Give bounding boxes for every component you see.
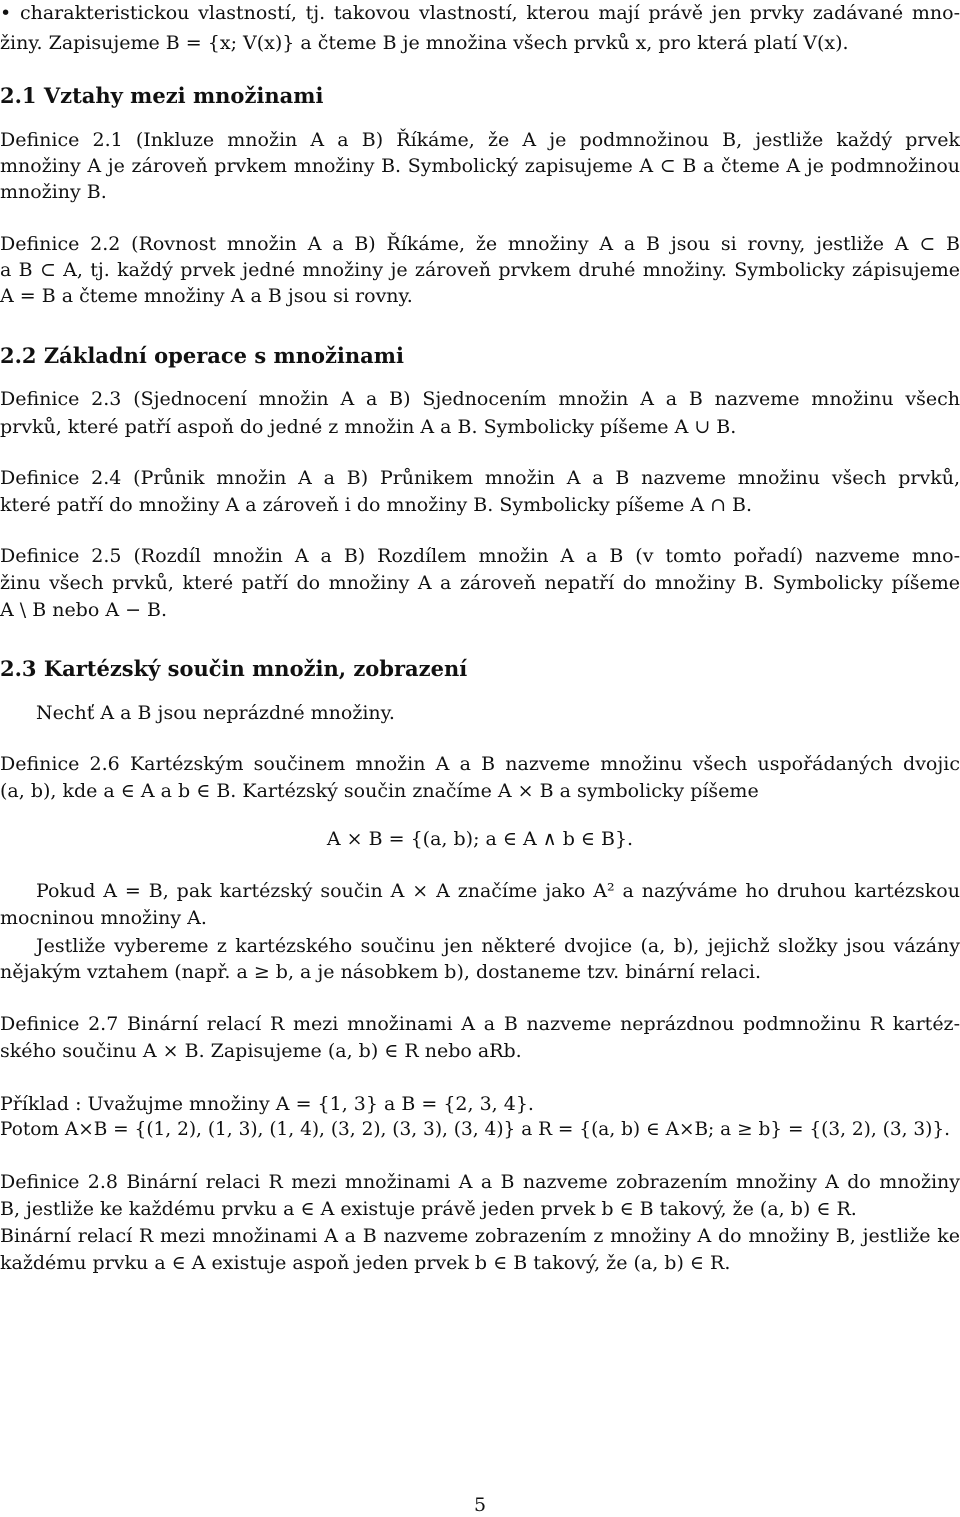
definition-2-2-line-3: A = B a čteme množiny A a B jsou si rovny. [0, 285, 413, 307]
definition-2-8-line-3: Binární relací R mezi množinami A a B nazveme zobrazením z množiny A do množiny B, jestliže ke [0, 1225, 960, 1247]
example-line-2: Potom A×B = {(1, 2), (1, 3), (1, 4), (3, 2), (3, 3), (3, 4)} a R = {(a, b) ∈ A×B; a ≥ b} = {(3, 2), (3, 3)}. [0, 1119, 950, 1140]
definition-2-2-line-1: Definice 2.2 (Rovnost množin A a B) Říkáme, že množiny A a B jsou si rovny, jestliže A ⊂ B [0, 233, 960, 255]
paragraph-square-line-2: mocninou množiny A. [0, 907, 207, 929]
definition-2-7-line-2: ského součinu A × B. Zapisujeme (a, b) ∈ R nebo aRb. [0, 1040, 522, 1062]
definition-2-8-line-1: Definice 2.8 Binární relaci R mezi množinami A a B nazveme zobrazením množiny A do množiny [0, 1171, 960, 1193]
section-heading-2-2: 2.2 Základní operace s množinami [0, 343, 404, 368]
definition-2-4-line-2: které patří do množiny A a zároveň i do množiny B. Symbolicky píšeme A ∩ B. [0, 494, 753, 516]
definition-2-1-line-1: Definice 2.1 (Inkluze množin A a B) Říkáme, že A je podmnožinou B, jestliže každý prvek [0, 129, 960, 151]
section-heading-2-3: 2.3 Kartézský součin množin, zobrazení [0, 656, 468, 681]
definition-2-5-line-3: A \ B nebo A − B. [0, 599, 168, 621]
definition-2-5-line-2: žinu všech prvků, které patří do množiny A a zároveň nepatří do množiny B. Symbolicky píšeme [0, 572, 960, 594]
section-heading-2-1: 2.1 Vztahy mezi množinami [0, 83, 324, 108]
example-line-1: Příklad : Uvažujme množiny A = {1, 3} a B = {2, 3, 4}. [0, 1093, 534, 1115]
definition-2-6-line-2: (a, b), kde a ∈ A a b ∈ B. Kartézský součin značíme A × B a symbolicky píšeme [0, 780, 759, 802]
intro-paragraph: Nechť A a B jsou neprázdné množiny. [36, 702, 395, 724]
paragraph-relation-line-1: Jestliže vybereme z kartézského součinu jen některé dvojice (a, b), jejichž složky jsou vázány [36, 935, 960, 957]
paragraph-relation-line-2: nějakým vztahem (např. a ≥ b, a je násobkem b), dostaneme tzv. binární relaci. [0, 961, 761, 983]
paragraph-square-line-1: Pokud A = B, pak kartézský součin A × A značíme jako A² a nazýváme ho druhou kartézskou [36, 880, 960, 902]
definition-2-6-line-1: Definice 2.6 Kartézským součinem množin A a B nazveme množinu všech uspořádaných dvojic [0, 753, 960, 775]
definition-2-2-line-2: a B ⊂ A, tj. každý prvek jedné množiny je zároveň prvkem druhé množiny. Symbolicky zápisujeme [0, 259, 960, 281]
definition-2-8-line-2: B, jestliže ke každému prvku a ∈ A existuje právě jeden prvek b ∈ B takový, že (a, b) ∈ R. [0, 1198, 857, 1220]
definition-2-3-line-1: Definice 2.3 (Sjednocení množin A a B) Sjednocením množin A a B nazveme množinu všech [0, 388, 960, 410]
definition-2-3-line-2: prvků, které patří aspoň do jedné z množin A a B. Symbolicky píšeme A ∪ B. [0, 416, 737, 438]
bullet-line-2: žiny. Zapisujeme B = {x; V(x)} a čteme B je množina všech prvků x, pro která platí V(x). [0, 32, 849, 54]
definition-2-1-line-2: množiny A je zároveň prvkem množiny B. Symbolický zapisujeme A ⊂ B a čteme A je podmnožinou [0, 155, 960, 177]
page-number: 5 [473, 1494, 487, 1516]
definition-2-1-line-3: množiny B. [0, 181, 107, 203]
display-equation: A × B = {(a, b); a ∈ A ∧ b ∈ B}. [326, 828, 634, 850]
definition-2-8-line-4: každému prvku a ∈ A existuje aspoň jeden prvek b ∈ B takový, že (a, b) ∈ R. [0, 1252, 731, 1274]
definition-2-7-line-1: Definice 2.7 Binární relací R mezi množinami A a B nazveme neprázdnou podmnožinu R kartéz- [0, 1013, 960, 1035]
bullet-line-1: • charakteristickou vlastností, tj. takovou vlastností, kterou mají právě jen prvky zadávané mno- [0, 2, 960, 24]
definition-2-4-line-1: Definice 2.4 (Průnik množin A a B) Průnikem množin A a B nazveme množinu všech prvků, [0, 467, 960, 489]
definition-2-5-line-1: Definice 2.5 (Rozdíl množin A a B) Rozdílem množin A a B (v tomto pořadí) nazveme mno- [0, 545, 960, 567]
